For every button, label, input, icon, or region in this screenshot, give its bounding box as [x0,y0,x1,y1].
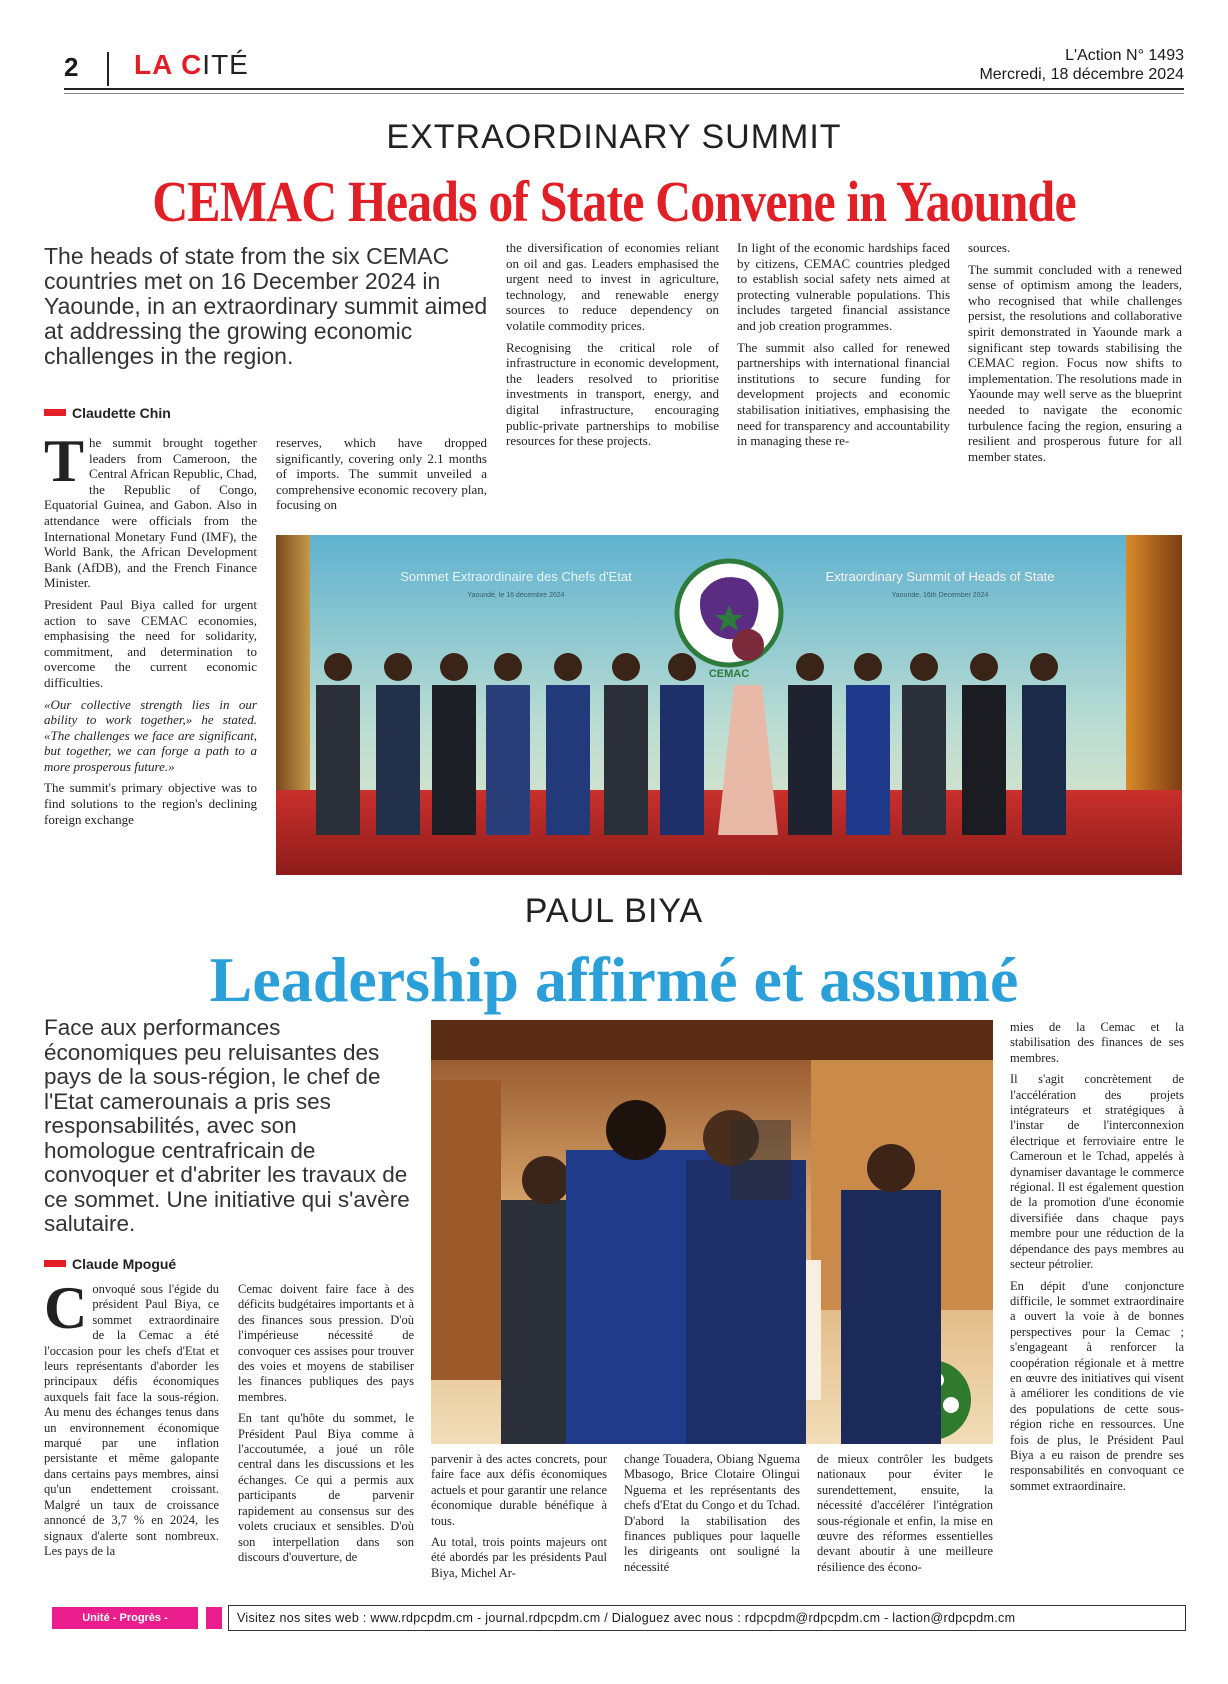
group-person [1022,685,1066,835]
header-rule [64,88,1184,90]
photo-banner-right: Extraordinary Summit of Heads of State [825,569,1055,584]
article1-col3 [506,240,719,455]
article2-kicker: PAUL BIYA [524,892,704,930]
article1-byline [44,405,171,421]
group-person [604,685,648,835]
article1-dropcap: T [44,428,85,494]
issue-date: Mercredi, 18 décembre 2024 [979,66,1184,83]
article1-col4 [737,240,950,455]
article1-col5 [968,240,1182,470]
footer-motto: Unité - Progrès - Démocratie [52,1607,198,1629]
group-person [432,685,476,835]
article1-col5-p1: sources. [968,240,1011,255]
article2-lead: Face aux performances économiques peu reluisantes des pays de la sous-région, le chef de l'Etat camerounais a pris ses responsabilités, avec son homologue centrafricain de convoquer et d'abriter les travaux de ce sommet. Une initiative qui s'avère salutaire. [44,1015,410,1236]
group-person [486,685,530,835]
article1-kicker: EXTRAORDINARY SUMMIT [386,118,842,156]
footer-accent [206,1607,222,1629]
article1-col1-p1: he summit brought together leaders from Cameroon, the Central African Republic, Chad, the Republic of Congo, Equatorial Guinea, and Gabon. Also in attendance were officials from the International Monetary Fund (IMF), the World Bank, the African Development Bank (AfDB), and the French Finance Minister. [44,435,257,591]
article2-byline [44,1256,176,1272]
group-person [316,685,360,835]
group-person-head [854,653,882,681]
article1-col3-p2: Recognising the critical role of infrastructure in economic development, the leaders resolved to prioritise investments in transport, energy, and digital infrastructure, encouraging public-private partnerships to mobilise resources for these projects. [506,339,719,449]
article2-col2 [238,1282,414,1571]
group-person-head [384,653,412,681]
page-number: 2 [64,52,79,82]
group-person [962,685,1006,835]
handshake-photo-art [431,1020,993,1444]
article1-col1 [44,428,257,833]
byline-bar-2 [44,1260,66,1267]
group-person [902,685,946,835]
group-person [846,685,890,835]
article1-author: Claudette Chin [72,405,171,421]
group-person-head [668,653,696,681]
group-person-head [324,653,352,681]
handshake-photo [431,1020,993,1444]
article2-col6-p2: Il s'agit concrètement de l'accélération des projets intégrateurs et stratégiques à l'instar de l'interconnexion électrique et ferroviaire entre le Cameroun et le Tchad, appelés à dynamiser davantage le commerce régional. Il est également question de la promotion d'une économie diversifiée dans chaque pays membre pour une réduction de la dépendance des pays membres au secteur pétrolier. [1010,1072,1184,1272]
article2-col2-p2: En tant qu'hôte du sommet, le Président Paul Biya comme à l'accoutumée, a joué un rôle central dans les discussions et les échanges. Ce qui a permis aux participants de parvenir rapidement au consensus sur des volets cruciaux et sensibles. D'où son interpellation dans son discours d'ouverture, de [238,1411,414,1564]
photo-banner-left: Sommet Extraordinaire des Chefs d'Etat [400,569,632,584]
group-person-head [910,653,938,681]
header-rule-thin [64,93,1184,94]
article1-lead: The heads of state from the six CEMAC countries met on 16 December 2024 in Yaounde, in an extraordinary summit aimed at addressing the growing economic challenges in the region. [44,243,488,369]
group-person [376,685,420,835]
article2-col1-p1: onvoqué sous l'égide du président Paul Biya, ce sommet extraordinaire de la Cemac a été l'occasion pour les chefs d'Etat et leurs représentants d'aborder les principaux défis économiques auxquels fait face la sous-région. Au menu des échanges tenus dans un environnement économique marqué par une inflation persistante et même galopante dans certains pays membres, ainsi qu'un endettement croissant. Malgré un taux de croissance annoncé de 3,7 % en 2024, les signaux d'alerte sont nombreux. Les pays de la [44,1282,219,1558]
group-person-head [440,653,468,681]
group-person-head [970,653,998,681]
group-person [546,685,590,835]
article1-col2 [276,435,487,519]
group-person-head [1030,653,1058,681]
article2-col6 [1010,1020,1184,1500]
article1-quote: «Our collective strength lies in our ability to work together,» he stated. «The challenges we face are significant, but together, we can forge a path to a more prosperous future.» [44,696,257,774]
article2-col3 [431,1452,607,1587]
article2-author: Claude Mpogué [72,1256,177,1272]
group-person-head [494,653,522,681]
group-person [660,685,704,835]
article2-col6-p3: En dépit d'une conjoncture difficile, le sommet extraordinaire a ouvert la voie à de bonnes perspectives pour la Cemac ; s'engageant à renforcer la coopération régionale et à mettre en œuvre des initiatives qui visent à améliorer les conditions de vie des populations de cette sous-région riche en ressources. Une fois de plus, le Président Paul Biya a eu raison de prendre ses responsabilités en convoquant ce sommet extraordinaire. [1010,1278,1184,1493]
article2-col4 [624,1452,800,1581]
article2-col2-p1: Cemac doivent faire face à des déficits budgétaires importants et à des finances sous pression. D'où l'impérieuse nécessité de convoquer ces assises pour trouver des voies et moyens de stabiliser les finances publiques des pays membres. [238,1282,414,1404]
article2-col5 [817,1452,993,1581]
group-person-head [732,629,764,661]
article2-col6-p1: mies de la Cemac et la stabilisation des finances de ses membres. [1010,1020,1184,1065]
section-name-red: LA C [134,49,203,80]
summit-group-photo [276,535,1182,875]
issue-number: L'Action N° 1493 [1065,47,1184,64]
article1-col3-p1: the diversification of economies reliant on oil and gas. Leaders emphasised the urgent need to invest in agriculture, technology, and renewable energy sources to reduce dependency on volatile commodity prices. [506,240,719,333]
header-divider [107,52,109,86]
group-person-head [796,653,824,681]
group-person-head [554,653,582,681]
article1-col1-p2: President Paul Biya called for urgent action to save CEMAC economies, emphasising the need for solidarity, commitment, and determination to overcome the current economic difficulties. [44,596,257,690]
byline-bar [44,409,66,416]
group-person-head [612,653,640,681]
article2-dropcap: C [44,1275,88,1341]
footer-links: Visitez nos sites web : www.rdpcpdm.cm - journal.rdpcpdm.cm / Dialoguez avec nous : rdpcpdm@rdpcpdm.cm - laction@rdpcpdm.cm [228,1605,1186,1631]
photo-banner-right-date: Yaounde, 16th December 2024 [891,592,989,599]
article1-col4-p2: The summit also called for renewed partnerships with international financial institutions to secure funding for development projects and economic stabilisation initiatives, emphasising the need for transparency and accountability in managing these re- [737,339,950,449]
summit-group-photo-art [276,535,1182,875]
article2-col3-p2: Au total, trois points majeurs ont été abordés par les présidents Paul Biya, Michel Ar- [431,1535,607,1580]
article1-col5-p2: The summit concluded with a renewed sense of optimism among the leaders, who recognised that while challenges persist, the resolutions and collaborative spirit demonstrated in Yaounde mark a significant step towards stabilising the CEMAC region. Focus now shifts to implementation. The resolutions made in Yaounde may well serve as the blueprint needed to navigate the economic turbulence facing the region, ensuring a resilient and prosperous future for all member states. [968,261,1182,464]
article2-col3-p1: parvenir à des actes concrets, pour faire face aux défis économiques actuels et pour garantir une relance économique durable bénéfique à tous. [431,1452,607,1528]
article1-col4-p1: In light of the economic hardships faced by citizens, CEMAC countries pledged to establish social safety nets aimed at protecting vulnerable populations. This includes targeted financial assistance and job creation programmes. [737,240,950,333]
issue-info [979,46,1184,84]
article1-title: CEMAC Heads of State Convene in Yaounde [152,169,1076,234]
article2-title: Leadership affirmé et assumé [209,944,1019,1015]
article1-col1-p3: The summit's primary objective was to find solutions to the region's declining foreign exchange [44,780,257,827]
article1-col2-p1: reserves, which have dropped significantly, covering only 2.1 months of imports. The summit unveiled a comprehensive economic recovery plan, focusing on [276,435,487,513]
article2-col1 [44,1275,219,1565]
section-name [134,49,249,81]
photo-banner-left-date: Yaoundé, le 16 décembre 2024 [467,592,565,599]
section-name-black: ITÉ [202,49,249,80]
group-person [788,685,832,835]
article2-col4-p1: change Touadera, Obiang Nguema Mbasogo, Brice Clotaire Olingui Nguema et les représentants des chefs d'Etat du Congo et du Tchad. D'abord la stabilisation des finances publiques pour laquelle les dirigeants ont souligné la nécessité [624,1452,800,1574]
photo-logo-text: CEMAC [708,668,750,680]
article2-col5-p1: de mieux contrôler les budgets nationaux pour éviter le surendettement, ensuite, la nécessité d'accélérer l'intégration sous-régionale et enfin, la mise en œuvre des réformes essentielles devant aboutir à une meilleure résilience des écono- [817,1452,993,1574]
